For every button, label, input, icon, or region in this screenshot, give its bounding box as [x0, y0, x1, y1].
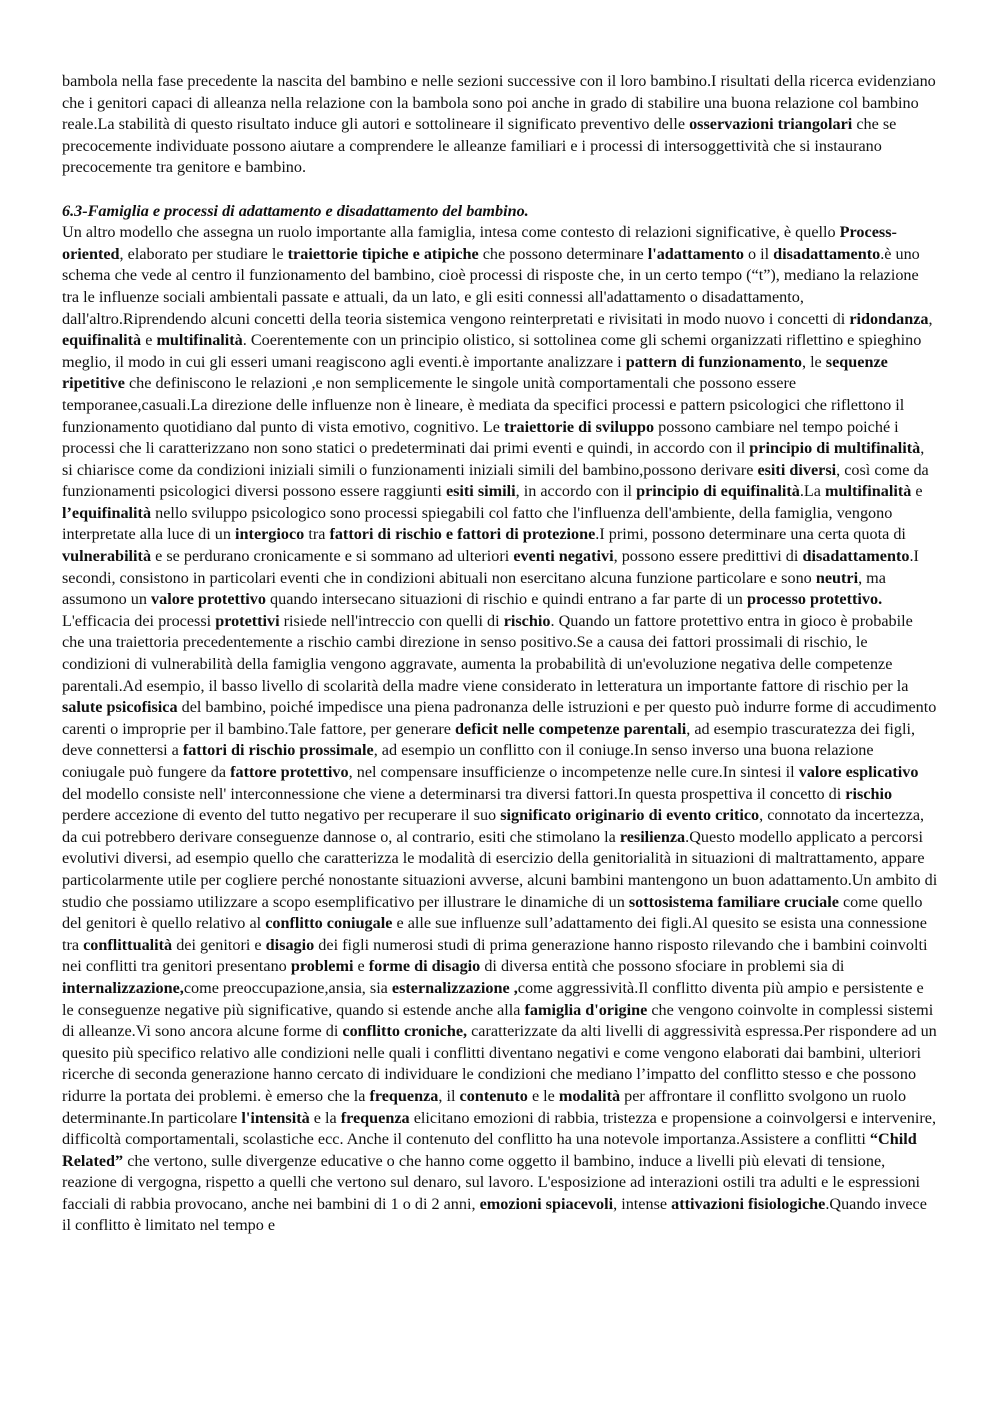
text-run: per affrontare il conflitto svolgono un ruolo determinante.In particolare — [62, 1086, 907, 1127]
bold-term: processo protettivo. — [746, 590, 883, 609]
bold-term: Process-oriented — [62, 223, 897, 263]
text-run: dei genitori e — [172, 935, 266, 954]
bold-term: protettivi — [215, 611, 280, 630]
text-run: , ma assumono un — [62, 568, 886, 609]
text-run: e la — [309, 1108, 341, 1127]
bold-term: traiettorie tipiche e atipiche — [287, 244, 479, 263]
text-run: del bambino, poiché impedisce una piena padronanza delle istruzioni e per questo può indurre forme di accudimento carenti o improprie per il bambino.Tale fattore, per generare — [62, 698, 937, 738]
text-run: Un altro modello che assegna un ruolo importante alla famiglia, intesa come contesto di relazioni significative, è quello — [62, 223, 840, 242]
bold-term: ridondanza — [849, 309, 929, 328]
text-run: , nel compensare insufficienze o incompetenze nelle cure.In sintesi il — [348, 763, 799, 781]
paragraph-1 — [62, 71, 938, 179]
text-run: nello sviluppo psicologico sono processi spiegabili col fatto che l'influenza dell'ambiente, della famiglia, vengono interpretate alla luce di un — [62, 503, 893, 544]
text-run: , il — [438, 1086, 460, 1105]
text-run: , elaborato per studiare le — [119, 244, 288, 263]
bold-term: traiettorie di sviluppo — [503, 417, 655, 436]
bold-term: sottosistema familiare cruciale — [628, 892, 839, 911]
bold-term: principio di equifinalità — [636, 482, 800, 501]
bold-term: multifinalità — [156, 331, 243, 350]
bold-term: l'adattamento — [647, 244, 744, 263]
text-run: , così come da funzionamenti psicologici diversi possono essere raggiunti — [62, 460, 929, 501]
text-run: o il — [743, 244, 774, 263]
bold-term: conflitto croniche, — [342, 1022, 468, 1041]
bold-term: fattore protettivo — [230, 763, 349, 781]
bold-term: frequenza — [340, 1108, 410, 1127]
text-run: di diversa entità che possono sfociare in problemi sia di — [480, 957, 845, 976]
text-run: che vengono coinvolte in complessi sistemi di alleanze.Vi sono ancora alcune forme di — [62, 1000, 934, 1041]
text-run: possono cambiare nel tempo poiché i processi che li caratterizzano non sono statici o predeterminati dai primi eventi e quindi, in accordo con il — [62, 417, 899, 458]
text-run: . Quando un fattore protettivo entra in gioco è probabile che una traiettoria precedentemente a rischio cambi direzione in senso positivo.Se a causa dei fattori prossimali di rischio, le condizioni di vulnerabilità della famiglia vengono aggravate, aumenta la probabilità di un'evoluzione negativa delle competenze parentali.Ad esempio, il basso livello di scolarità della madre viene considerato in letteratura un importante fattore di rischio per la — [62, 611, 913, 695]
text-run: che possono determinare — [478, 244, 648, 263]
text-run: e le — [527, 1086, 559, 1105]
text-run: .I secondi, consistono in particolari eventi che in condizioni abituali non esercitano alcuna funzione particolare e sono — [62, 547, 919, 587]
text-run: , possono essere predittivi di — [613, 547, 803, 566]
bold-term: conflittualità — [83, 935, 173, 954]
bold-term: esiti diversi — [757, 460, 837, 479]
text-run: .Questo modello applicato a percorsi evolutivi diversi, ad esempio quello che caratterizza le modalità di esercizio della genitorialità in situazioni di maltrattamento, appare particolarmente utile per cogliere perché nonostante situazioni avverse, alcuni bambini mantengono un buon adattamento.Un ambito di studio che possiamo utilizzare a scopo esemplificativo per illustrare le dinamiche di un — [62, 827, 938, 911]
bold-term: salute psicofisica — [62, 698, 178, 717]
text-run: quando intersecano situazioni di rischio e quindi entrano a far parte di un — [265, 590, 747, 609]
text-run: , ad esempio trascuratezza dei figli, deve connettersi a — [62, 719, 916, 760]
bold-term: sequenze ripetitive — [62, 352, 888, 393]
bold-term: internalizzazione, — [62, 978, 184, 997]
text-run: caratterizzate da alti livelli di aggressività espressa.Per rispondere ad un quesito più specifico relativo alle condizioni nelle quali i conflitti diventano negativi e come vengono elaborati dai bambini, ulteriori ricerche di seconda generazione hanno cercato di individuare le condizioni che mediano l’impatto del conflitto stesso e che possono ridurre la portata dei problemi. è emerso che la — [62, 1022, 937, 1105]
bold-term: multifinalità — [825, 482, 912, 501]
text-run: che se precocemente individuate possono aiutare a comprendere le alleanze familiari e i processi di intersoggettività che si instaurano precocemente tra genitore e bambino. — [62, 115, 897, 177]
bold-term: “Child Related” — [62, 1130, 917, 1170]
text-run: e alle sue influenze sull’adattamento dei figli.Al quesito se esista una connessione tra — [62, 914, 927, 954]
bold-term: deficit nelle competenze parentali — [455, 719, 687, 738]
text-run: , si chiarisce come da condizioni iniziali simili o funzionamenti iniziali simili del bambino,possono derivare — [62, 439, 925, 479]
bold-term: rischio — [845, 784, 893, 803]
bold-term: intergioco — [235, 525, 305, 544]
bold-term: significato originario di evento critico — [500, 806, 760, 825]
bold-term: modalità — [558, 1086, 621, 1105]
bold-term: conflitto coniugale — [265, 914, 393, 933]
text-run: risiede nell'intreccio con quelli di — [279, 611, 504, 630]
bold-term: disagio — [265, 935, 315, 954]
bold-term: disadattamento — [773, 244, 881, 263]
text-run: che definiscono le relazioni ,e non semplicemente le singole unità comportamentali che possono essere temporanee,casuali.La direzione delle influenze non è lineare, è mediata da specifici processi e pattern psicologici che riflettono il funzionamento quotidiano dal punto di vista emotivo, cognitivo. Le — [62, 374, 905, 436]
text-run: come preoccupazione,ansia, sia — [183, 978, 392, 997]
text-run: elicitano emozioni di rabbia, tristezza e propensione a coinvolgersi e intervenire, difficoltà comportamentali, scolastiche ecc. Anche il contenuto del conflitto ha una notevole importanza.Assistere a conflitti — [62, 1108, 936, 1149]
bold-term: osservazioni triangolari — [689, 115, 853, 134]
text-run: . Coerentemente con un principio olistico, si sottolinea come gli schemi organizzati riflettino e spieghino meglio, il modo in cui gli esseri umani reagiscono agli eventi.è importante analizzare i — [62, 331, 922, 371]
text-run: come quello del genitori è quello relativo al — [62, 892, 923, 933]
text-run: .è uno schema che vede al centro il funzionamento del bambino, cioè processi di risposte che, in un certo tempo (“t”), mediano la relazione tra le influenze sociali ambientali passate e attuali, da un lato, e gli esiti connessi all'adattamento o disadattamento, dall'altro.Riprendendo alcuni concetti della teoria sistemica vengono reinterpretati e rivisitati in modo nuovo i concetti di — [62, 244, 920, 328]
bold-term: valore esplicativo — [798, 763, 919, 781]
bold-term: frequenza — [369, 1086, 439, 1105]
bold-term: l’equifinalità — [62, 503, 152, 522]
bold-term: eventi negativi — [513, 547, 614, 566]
bold-term: disadattamento — [802, 547, 910, 566]
paragraph-2 — [62, 222, 938, 1237]
bold-term: pattern di funzionamento — [625, 352, 802, 371]
bold-term: famiglia d'origine — [524, 1000, 648, 1019]
bold-term: problemi — [290, 957, 354, 976]
bold-term: esiti simili — [445, 482, 516, 501]
bold-term: forme di disagio — [368, 957, 481, 976]
bold-term: valore protettivo — [151, 590, 266, 609]
bold-term: vulnerabilità — [62, 547, 152, 566]
text-run: e — [353, 957, 369, 976]
bold-term: esternalizzazione , — [391, 978, 518, 997]
bold-term: principio di multifinalità — [749, 439, 921, 458]
text-run: dei figli numerosi studi di prima generazione hanno risposto rilevando che i bambini coinvolti nei conflitti tra genitori presentano — [62, 935, 928, 976]
text-run: , intense — [613, 1194, 672, 1213]
bold-term: neutri — [815, 568, 859, 587]
text-run: L'efficacia dei processi — [62, 611, 216, 630]
text-run: .Quando invece il conflitto è limitato nel tempo e — [62, 1194, 927, 1235]
bold-term: fattori di rischio e fattori di protezione — [329, 525, 596, 544]
text-run: come aggressività.Il conflitto diventa più ampio e persistente e le conseguenze negative più significative, quando si estende anche alla — [62, 978, 924, 1019]
text-run: del modello consiste nell' interconnessione che viene a determinarsi tra diversi fattori.In questa prospettiva il concetto di — [62, 784, 846, 803]
text-run: .I primi, possono determinare una certa quota di — [595, 525, 906, 544]
bold-term: emozioni spiacevoli — [479, 1194, 614, 1213]
text-run: , — [928, 309, 933, 328]
text-run: , connotato da incertezza, da cui potrebbero derivare conseguenze dannose o, al contrario, esiti che stimolano la — [62, 806, 925, 846]
bold-term: equifinalità — [62, 331, 142, 350]
text-run: , le — [801, 352, 826, 371]
text-run: , ad esempio un conflitto con il coniuge.In senso inverso una buona relazione coniugale può fungere da — [62, 741, 874, 781]
bold-term: resilienza — [619, 827, 686, 846]
text-run: e se perdurano cronicamente e si sommano ad ulteriori — [151, 547, 514, 566]
text-run: .La — [799, 482, 825, 501]
text-run: che vertono, sulle divergenze educative o che hanno come oggetto il bambino, induce a livelli più elevati di tensione, reazione di vergogna, rispetto a quelli che vertono sul denaro, sul lavoro. L'esposizione ad interazioni ostili tra adulti e le espressioni facciali di rabbia provocano, anche nei bambini di 1 o di 2 anni, — [62, 1151, 921, 1213]
text-run: perdere accezione di evento del tutto negativo per recuperare il suo — [62, 806, 501, 825]
text-run: tra — [304, 525, 330, 544]
bold-term: l'intensità — [241, 1108, 310, 1127]
bold-term: fattori di rischio prossimale — [182, 741, 374, 760]
bold-term: attivazioni fisiologiche — [671, 1194, 826, 1213]
text-run: e — [141, 331, 157, 350]
section-heading: 6.3-Famiglia e processi di adattamento e disadattamento del bambino. — [62, 201, 529, 220]
text-run: e — [911, 482, 923, 501]
text-run: bambola nella fase precedente la nascita del bambino e nelle sezioni successive con il loro bambino.I risultati della ricerca evidenziano che i genitori capaci di alleanza nella relazione con la bambola sono poi anche in grado di stabilire una buona relazione col bambino reale.La stabilità di questo risultato induce gli autori e sottolineare il significato preventivo delle — [62, 72, 936, 134]
bold-term: contenuto — [459, 1086, 528, 1105]
bold-term: rischio — [503, 611, 551, 630]
text-run: , in accordo con il — [515, 482, 637, 501]
